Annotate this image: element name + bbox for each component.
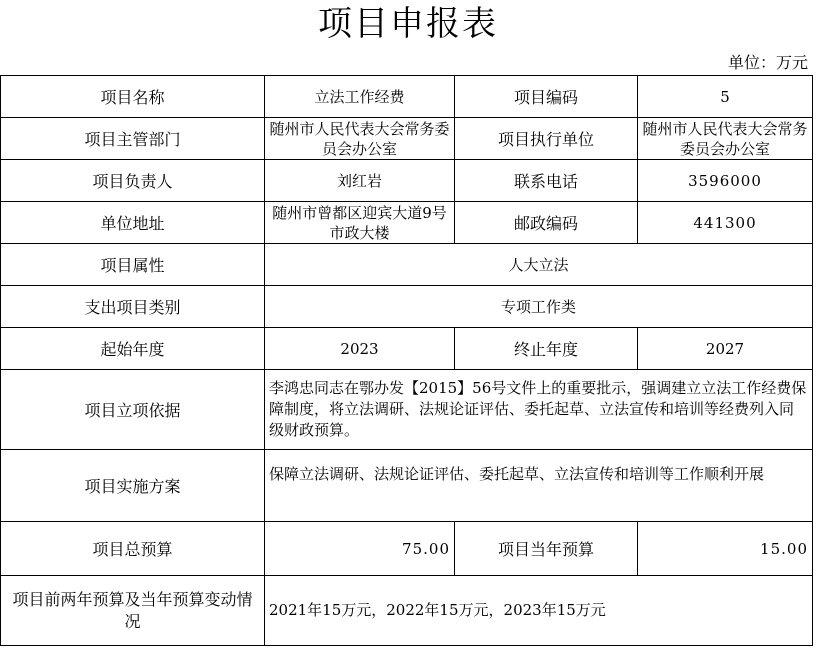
table-row [1,328,813,370]
address-label: 单位地址 [1,202,265,244]
dept-label: 项目主管部门 [1,118,265,160]
end-year-label: 终止年度 [455,328,638,370]
current-budget-value: 15.00 [638,522,813,576]
plan-label: 项目实施方案 [1,450,265,522]
exec-unit-label: 项目执行单位 [455,118,638,160]
table-row [1,370,813,450]
phone-label: 联系电话 [455,160,638,202]
table-row [1,76,813,118]
table-row [1,450,813,522]
exec-unit-value: 随州市人民代表大会常务委员会办公室 [638,118,813,160]
total-budget-label: 项目总预算 [1,522,265,576]
table-row [1,202,813,244]
history-label: 项目前两年预算及当年预算变动情况 [1,576,265,646]
table-row [1,244,813,286]
address-value: 随州市曾都区迎宾大道9号市政大楼 [265,202,455,244]
person-value: 刘红岩 [265,160,455,202]
current-budget-label: 项目当年预算 [455,522,638,576]
postcode-value: 441300 [638,202,813,244]
postcode-label: 邮政编码 [455,202,638,244]
start-year-value: 2023 [265,328,455,370]
category-label: 支出项目类别 [1,286,265,328]
project-application-table [0,75,813,646]
category-value: 专项工作类 [265,286,813,328]
person-label: 项目负责人 [1,160,265,202]
project-code-label: 项目编码 [455,76,638,118]
page-title: 项目申报表 [318,4,498,44]
start-year-label: 起始年度 [1,328,265,370]
end-year-value: 2027 [638,328,813,370]
history-value: 2021年15万元，2022年15万元，2023年15万元 [265,576,813,646]
project-code-value: 5 [638,76,813,118]
dept-value: 随州市人民代表大会常务委员会办公室 [265,118,455,160]
phone-value: 3596000 [638,160,813,202]
project-name-label: 项目名称 [1,76,265,118]
attribute-value: 人大立法 [265,244,813,286]
table-row [1,576,813,646]
plan-value: 保障立法调研、法规论证评估、委托起草、立法宣传和培训等工作顺利开展 [265,450,813,522]
table-row [1,522,813,576]
table-row [1,286,813,328]
table-row [1,160,813,202]
project-name-value: 立法工作经费 [265,76,455,118]
unit-note: 单位：万元 [727,53,808,72]
total-budget-value: 75.00 [265,522,455,576]
basis-label: 项目立项依据 [1,370,265,450]
table-row [1,118,813,160]
attribute-label: 项目属性 [1,244,265,286]
basis-value: 李鸿忠同志在鄂办发【2015】56号文件上的重要批示，强调建立立法工作经费保障制度，将立法调研、法规论证评估、委托起草、立法宣传和培训等经费列入同级财政预算。 [265,370,813,450]
